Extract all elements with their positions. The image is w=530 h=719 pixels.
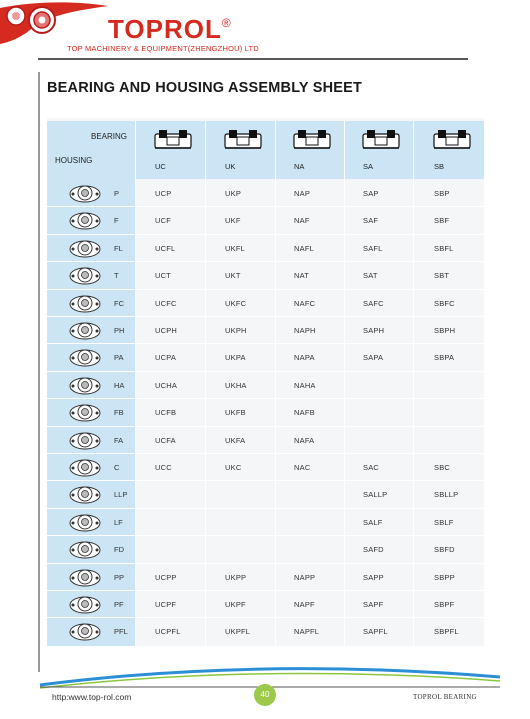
housing-type-c: C xyxy=(114,463,120,472)
assembly-cell: SALLP xyxy=(363,490,388,500)
assembly-cell: UKFL xyxy=(225,243,245,253)
assembly-cell: NAFL xyxy=(294,243,314,253)
assembly-cell: UKPP xyxy=(225,572,247,582)
row-separator xyxy=(47,617,484,618)
assembly-cell: SBFC xyxy=(434,298,455,308)
assembly-cell: SBLF xyxy=(434,517,454,527)
housing-type-p: P xyxy=(114,189,120,198)
assembly-cell: SBF xyxy=(434,216,450,226)
assembly-cell: NAFB xyxy=(294,408,315,418)
housing-fa-icon xyxy=(67,429,103,451)
column-divider-3 xyxy=(344,179,345,646)
assembly-cell: UCPF xyxy=(155,600,177,609)
page-number: 40 xyxy=(254,684,276,706)
page-header xyxy=(0,0,530,80)
brand-name: TOPROL® xyxy=(108,14,232,44)
assembly-cell: UCF xyxy=(155,216,172,226)
assembly-cell: SBPF xyxy=(434,600,455,609)
bearing-insert-uk-icon xyxy=(223,128,263,152)
bearing-insert-sa-icon xyxy=(361,128,401,152)
housing-t-icon xyxy=(67,264,103,286)
company-name: TOP MACHINERY & EQUIPMENT(ZHENGZHOU) LTD xyxy=(67,44,259,53)
bearing-type-uc: UC xyxy=(155,162,166,171)
assembly-cell: SALF xyxy=(363,517,383,527)
assembly-cell: SAT xyxy=(363,271,378,281)
header-divider-2 xyxy=(275,121,276,179)
assembly-cell: UCFB xyxy=(155,408,177,418)
assembly-cell: UCFA xyxy=(155,435,176,445)
assembly-cell: SBPFL xyxy=(434,627,459,637)
assembly-cell: SBPH xyxy=(434,326,456,335)
row-separator xyxy=(47,426,484,427)
assembly-cell: SBP xyxy=(434,189,450,198)
page-title: BEARING AND HOUSING ASSEMBLY SHEET xyxy=(47,80,363,96)
assembly-cell: UKPA xyxy=(225,353,246,363)
housing-type-lf: LF xyxy=(114,517,123,527)
assembly-cell: NAP xyxy=(294,189,311,198)
assembly-cell: SAPH xyxy=(363,326,385,335)
left-margin-line xyxy=(38,72,40,672)
assembly-cell: SAPP xyxy=(363,572,384,582)
housing-pf-icon xyxy=(67,593,103,615)
housing-type-fa: FA xyxy=(114,435,124,445)
assembly-cell: UCPA xyxy=(155,353,177,363)
housing-fb-icon xyxy=(67,401,103,423)
housing-axis-label: HOUSING xyxy=(55,156,93,165)
row-separator xyxy=(47,535,484,536)
header-divider-0 xyxy=(135,121,136,179)
assembly-cell: NAC xyxy=(294,463,311,472)
header-divider-4 xyxy=(413,121,414,179)
housing-p-icon xyxy=(67,182,103,204)
assembly-cell: SAPA xyxy=(363,353,384,363)
housing-pa-icon xyxy=(67,346,103,368)
housing-fd-icon xyxy=(67,538,103,560)
housing-type-fl: FL xyxy=(114,243,123,253)
row-separator xyxy=(47,398,484,399)
assembly-cell: UKFA xyxy=(225,435,246,445)
assembly-cell: NAPP xyxy=(294,572,316,582)
assembly-cell: SBLLP xyxy=(434,490,459,500)
bearing-type-uk: UK xyxy=(225,162,236,171)
assembly-cell: NAHA xyxy=(294,380,316,390)
website-url[interactable]: http:www.top-rol.com xyxy=(52,692,132,702)
housing-type-llp: LLP xyxy=(114,490,128,500)
assembly-cell: UCPP xyxy=(155,572,177,582)
assembly-cell: NAPH xyxy=(294,326,316,335)
assembly-cell: UCFL xyxy=(155,243,176,253)
assembly-cell: NAT xyxy=(294,271,310,281)
bearing-insert-sb-icon xyxy=(432,128,472,152)
assembly-cell: UKP xyxy=(225,189,242,198)
housing-type-t: T xyxy=(114,271,119,281)
housing-type-fd: FD xyxy=(114,545,124,555)
assembly-cell: SAPF xyxy=(363,600,384,609)
housing-type-fc: FC xyxy=(114,298,124,308)
column-divider-4 xyxy=(413,179,414,646)
column-divider-0 xyxy=(135,179,136,646)
bearing-axis-label: BEARING xyxy=(91,132,128,141)
housing-c-icon xyxy=(67,456,103,478)
assembly-cell: UCPFL xyxy=(155,627,181,637)
housing-pfl-icon xyxy=(67,620,103,642)
housing-type-fb: FB xyxy=(114,408,124,418)
assembly-cell: SAP xyxy=(363,189,379,198)
row-separator xyxy=(47,371,484,372)
assembly-cell: NAPA xyxy=(294,353,315,363)
assembly-table xyxy=(47,118,484,646)
bearing-type-sa: SA xyxy=(363,162,374,171)
assembly-cell: UCC xyxy=(155,463,172,472)
assembly-cell: NAF xyxy=(294,216,310,226)
assembly-cell: SAF xyxy=(363,216,379,226)
row-separator xyxy=(47,261,484,262)
housing-ha-icon xyxy=(67,374,103,396)
housing-type-f: F xyxy=(114,216,119,226)
bearing-type-na: NA xyxy=(294,162,305,171)
header-divider-3 xyxy=(344,121,345,179)
assembly-cell: UKPH xyxy=(225,326,247,335)
assembly-cell: NAFC xyxy=(294,298,316,308)
assembly-cell: SAPFL xyxy=(363,627,388,637)
column-divider-1 xyxy=(205,179,206,646)
assembly-cell: SBC xyxy=(434,463,451,472)
assembly-cell: NAFA xyxy=(294,435,315,445)
housing-llp-icon xyxy=(67,483,103,505)
assembly-cell: UKT xyxy=(225,271,241,281)
assembly-cell: UKHA xyxy=(225,380,247,390)
assembly-cell: SAFL xyxy=(363,243,383,253)
housing-fl-icon xyxy=(67,237,103,259)
housing-ph-icon xyxy=(67,319,103,341)
assembly-cell: UKFB xyxy=(225,408,246,418)
housing-fc-icon xyxy=(67,292,103,314)
bearing-insert-na-icon xyxy=(292,128,332,152)
assembly-cell: SBT xyxy=(434,271,450,281)
assembly-cell: SAC xyxy=(363,463,380,472)
housing-type-pa: PA xyxy=(114,353,124,363)
assembly-cell: SBPA xyxy=(434,353,455,363)
row-separator xyxy=(47,563,484,564)
header-divider xyxy=(38,58,468,60)
row-separator xyxy=(47,206,484,207)
housing-lf-icon xyxy=(67,511,103,533)
housing-type-ph: PH xyxy=(114,326,125,335)
column-divider-2 xyxy=(275,179,276,646)
assembly-cell: UKPFL xyxy=(225,627,251,637)
housing-f-icon xyxy=(67,209,103,231)
row-separator xyxy=(47,316,484,317)
assembly-cell: SBPP xyxy=(434,572,455,582)
row-separator xyxy=(47,508,484,509)
housing-type-pfl: PFL xyxy=(114,627,128,637)
row-separator xyxy=(47,480,484,481)
row-separator xyxy=(47,343,484,344)
assembly-cell: UKC xyxy=(225,463,242,472)
assembly-cell: NAPF xyxy=(294,600,315,609)
assembly-cell: UKF xyxy=(225,216,241,226)
table-header-row xyxy=(47,121,484,179)
housing-type-pp: PP xyxy=(114,572,125,582)
housing-pp-icon xyxy=(67,566,103,588)
bearing-insert-uc-icon xyxy=(153,128,193,152)
housing-type-pf: PF xyxy=(114,600,124,609)
assembly-cell: NAPFL xyxy=(294,627,320,637)
row-separator xyxy=(47,453,484,454)
assembly-cell: SAFD xyxy=(363,545,384,555)
row-separator xyxy=(47,234,484,235)
header-divider-1 xyxy=(205,121,206,179)
housing-type-ha: HA xyxy=(114,380,125,390)
footer-brand: TOPROL BEARING xyxy=(413,693,477,701)
row-separator xyxy=(47,289,484,290)
assembly-cell: UCPH xyxy=(155,326,178,335)
bearing-type-sb: SB xyxy=(434,162,445,171)
assembly-cell: UKFC xyxy=(225,298,247,308)
row-separator xyxy=(47,590,484,591)
assembly-cell: SBFD xyxy=(434,545,455,555)
assembly-cell: UCT xyxy=(155,271,172,281)
assembly-cell: SAFC xyxy=(363,298,384,308)
assembly-cell: UCHA xyxy=(155,380,178,390)
assembly-cell: UCP xyxy=(155,189,172,198)
assembly-cell: SBFL xyxy=(434,243,454,253)
assembly-cell: UKPF xyxy=(225,600,246,609)
assembly-cell: UCFC xyxy=(155,298,177,308)
